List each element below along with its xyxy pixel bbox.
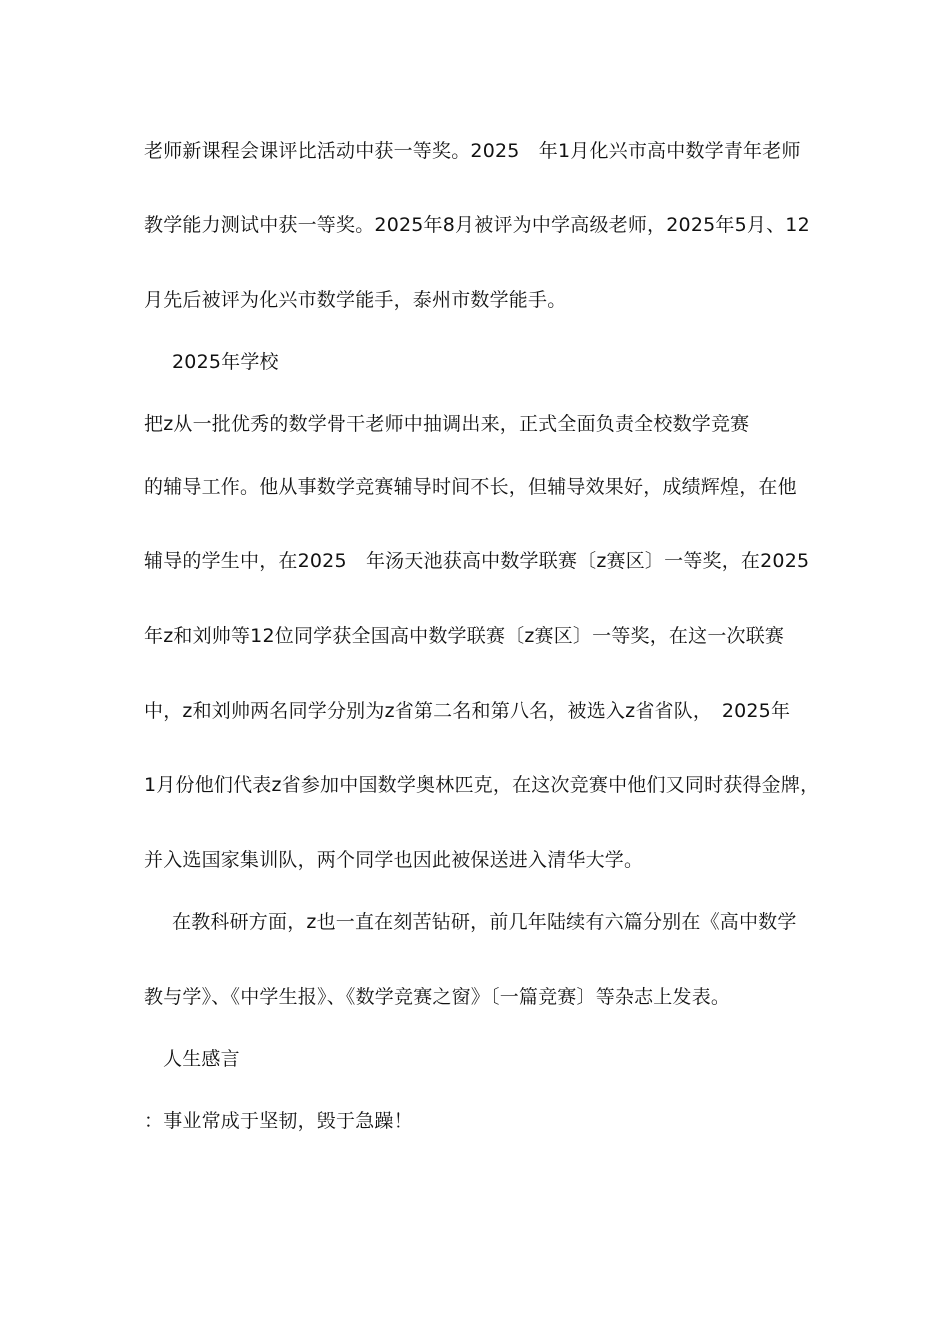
text-line-5: 把z从一批优秀的数学骨干老师中抽调出来，正式全面负责全校数学竞赛 (144, 413, 750, 435)
text-line-15: ：事业常成于坚韧，毁于急躁！ (144, 1110, 413, 1132)
text-line-7: 辅导的学生中，在2025 年汤天池获高中数学联赛〔z赛区〕一等奖，在2025 (144, 550, 810, 572)
text-line-1: 老师新课程会课评比活动中获一等奖。2025 年1月化兴市高中数学青年老师 (144, 140, 801, 162)
text-line-4: 2025年学校 (172, 351, 279, 373)
section-heading-life-motto: 人生感言 (163, 1048, 240, 1070)
text-line-2: 教学能力测试中获一等奖。2025年8月被评为中学高级老师，2025年5月、12 (144, 214, 810, 236)
text-line-6: 的辅导工作。他从事数学竞赛辅导时间不长，但辅导效果好，成绩辉煌，在他 (144, 476, 797, 498)
text-line-8: 年z和刘帅等12位同学获全国高中数学联赛〔z赛区〕一等奖，在这一次联赛 (144, 625, 785, 647)
text-line-11: 并入选国家集训队，两个同学也因此被保送进入清华大学。 (144, 849, 644, 871)
text-line-3: 月先后被评为化兴市数学能手，泰州市数学能手。 (144, 289, 567, 311)
text-line-13: 教与学》、《中学生报》、《数学竞赛之窗》〔一篇竞赛〕等杂志上发表。 (144, 986, 731, 1008)
text-line-12: 在教科研方面，z也一直在刻苦钻研，前几年陆续有六篇分别在《高中数学 (172, 911, 797, 933)
text-line-9: 中，z和刘帅两名同学分别为z省第二名和第八名，被选入z省省队， 2025年 (144, 700, 791, 722)
text-line-10: 1月份他们代表z省参加中国数学奥林匹克，在这次竞赛中他们又同时获得金牌， (144, 774, 820, 796)
